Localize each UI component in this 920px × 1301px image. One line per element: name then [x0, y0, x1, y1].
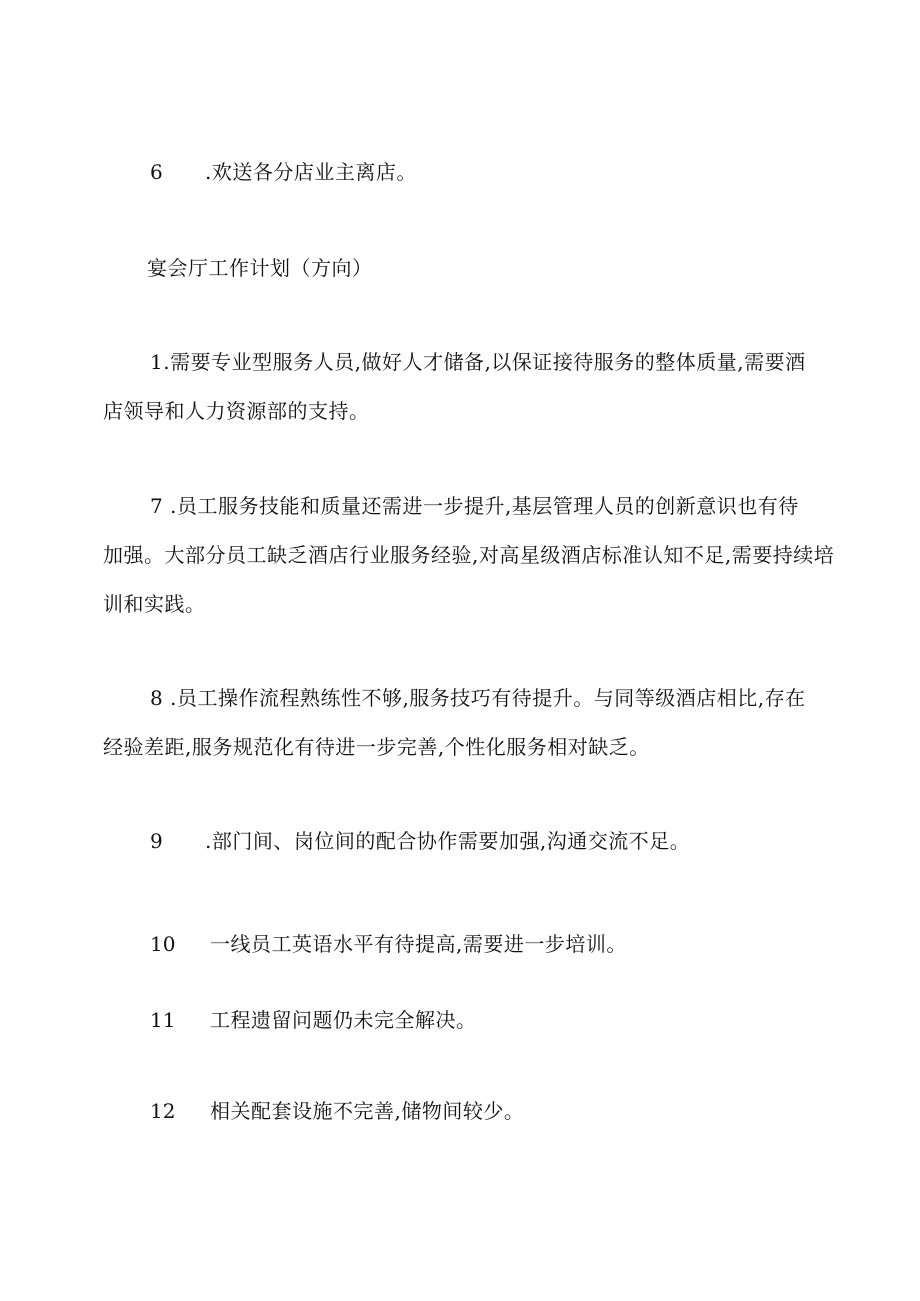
item-9-number: 9	[150, 829, 163, 853]
item-11-number: 11	[150, 1008, 176, 1032]
item-9-text: .部门间、岗位间的配合协作需要加强,沟通交流不足。	[205, 829, 691, 853]
item-8-line-2: 经验差距,服务规范化有待进一步完善,个性化服务相对缺乏。	[103, 735, 650, 759]
item-7-line-2: 加强。大部分员工缺乏酒店行业服务经验,对高星级酒店标准认知不足,需要持续培	[103, 543, 835, 567]
item-7-line-3: 训和实践。	[103, 592, 206, 616]
item-12-text: 相关配套设施不完善,储物间较少。	[210, 1099, 525, 1123]
section-heading: 宴会厅工作计划（方向）	[147, 256, 373, 280]
item-12-number: 12	[150, 1099, 176, 1123]
item-10-number: 10	[150, 932, 176, 956]
item-1-line-1: 1.需要专业型服务人员,做好人才储备,以保证接待服务的整体质量,需要酒	[150, 350, 806, 374]
item-6-number: 6	[150, 160, 163, 184]
item-8-line-1: 8 .员工操作流程熟练性不够,服务技巧有待提升。与同等级酒店相比,存在	[150, 686, 806, 710]
item-11-text: 工程遗留问题仍未完全解决。	[210, 1008, 477, 1032]
item-1-line-2: 店领导和人力资源部的支持。	[103, 399, 370, 423]
item-6-text: .欢送各分店业主离店。	[205, 160, 417, 184]
item-7-line-1: 7 .员工服务技能和质量还需进一步提升,基层管理人员的创新意识也有待	[150, 494, 799, 518]
item-10-text: 一线员工英语水平有待提高,需要进一步培训。	[210, 932, 627, 956]
